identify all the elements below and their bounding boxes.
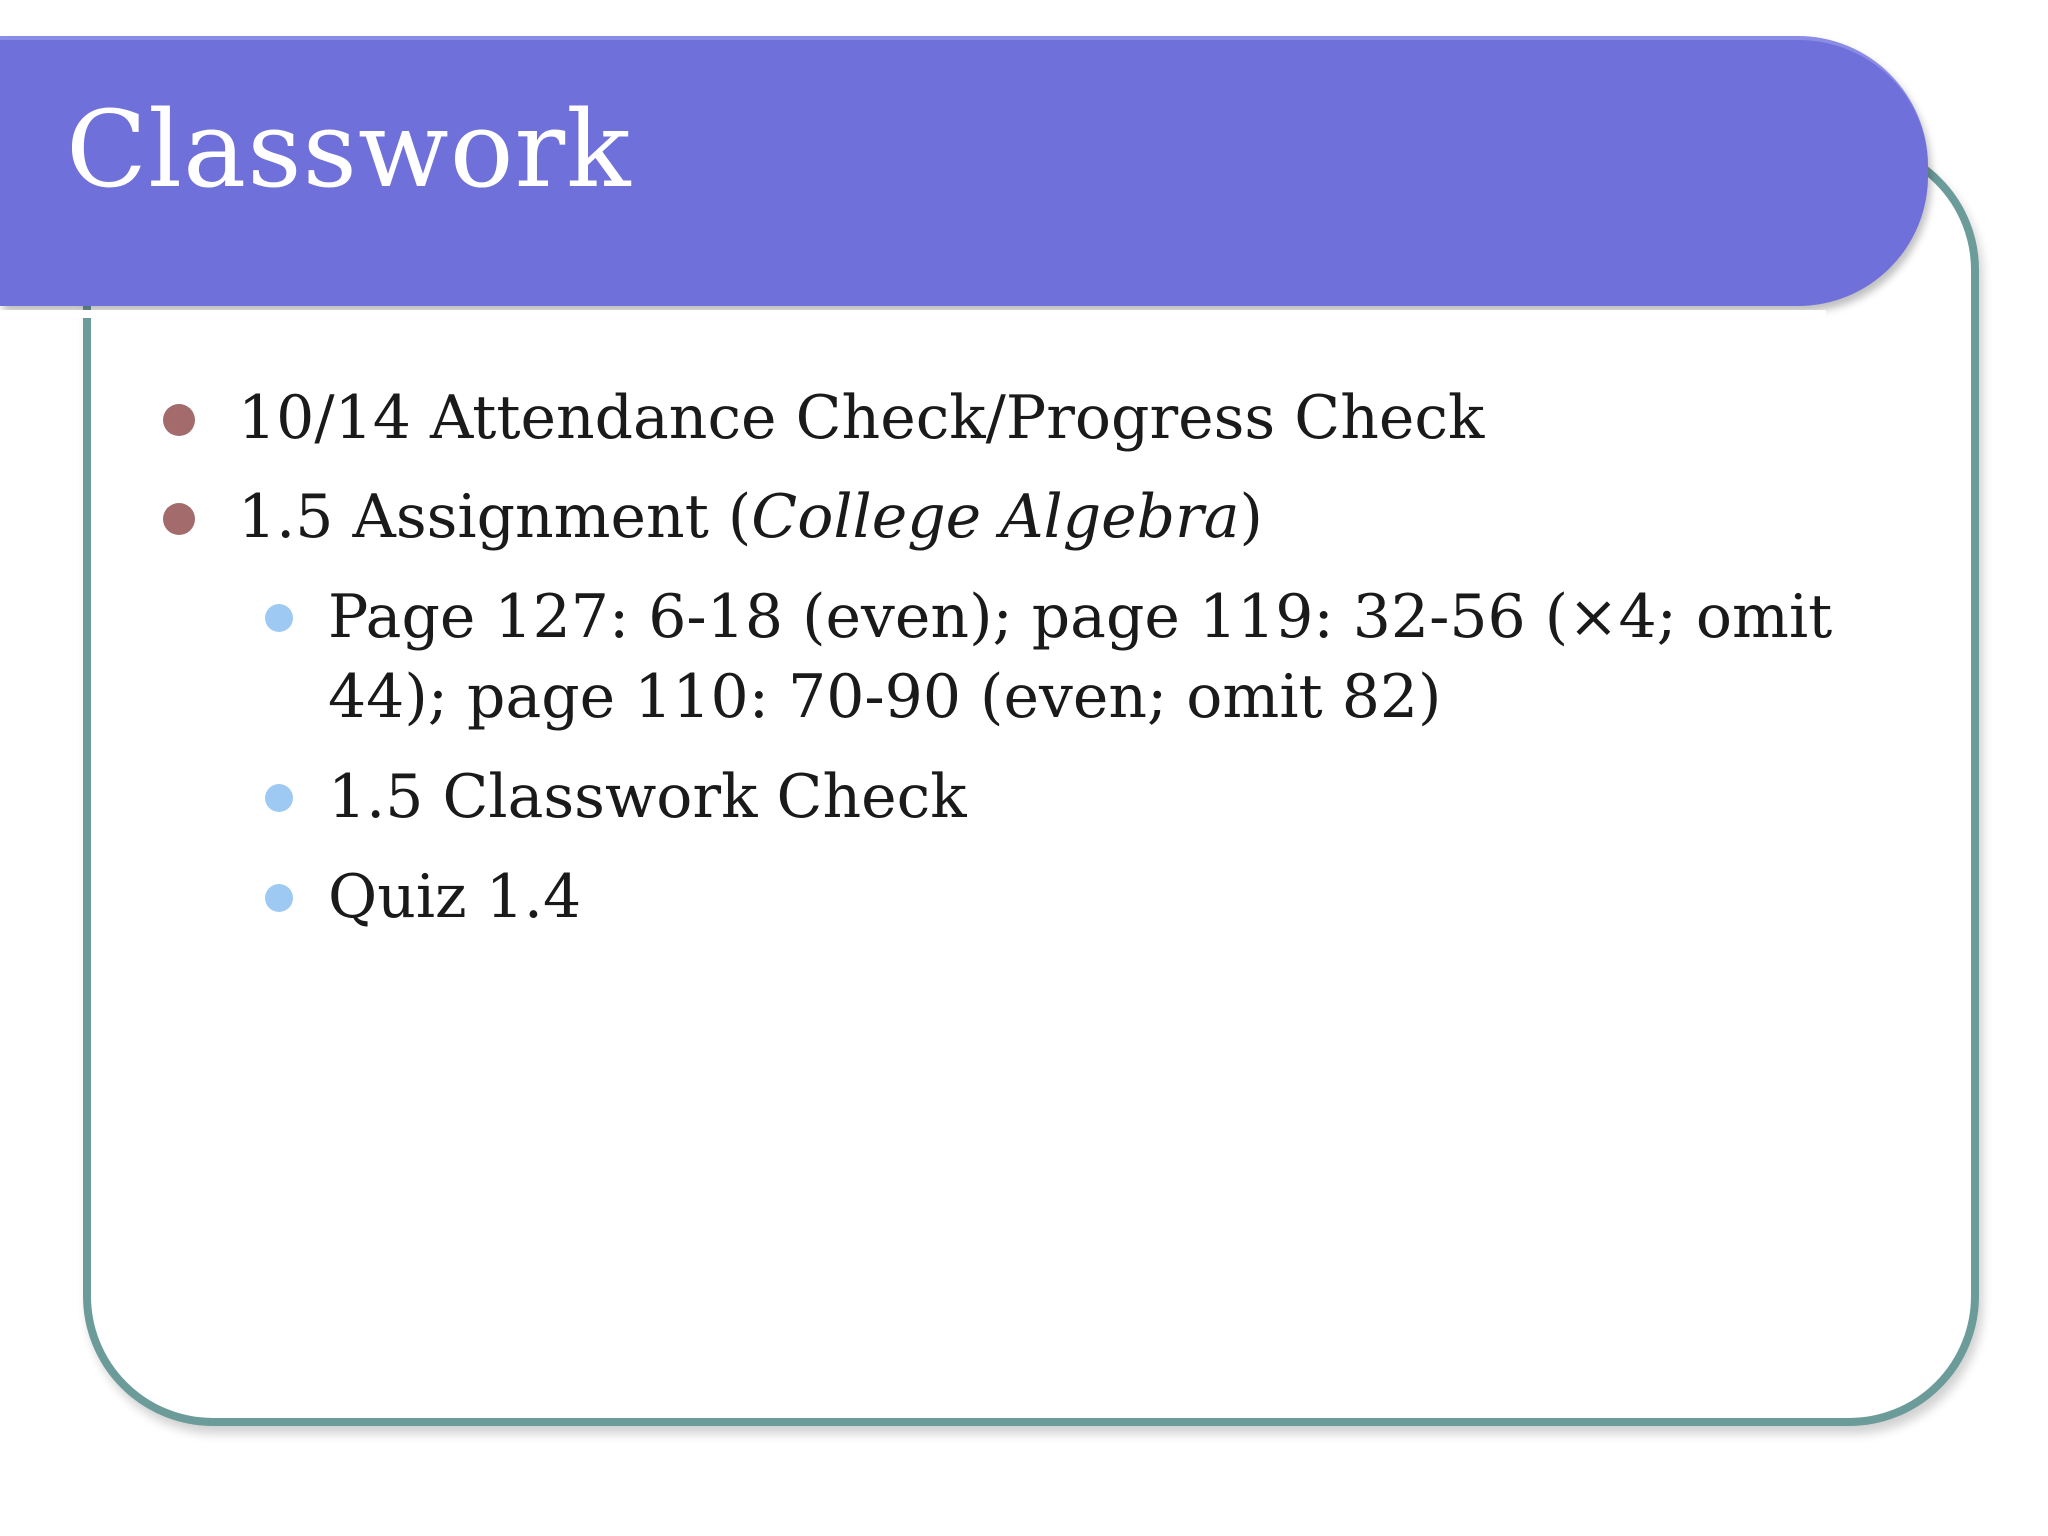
- bullet-item-attendance: 10/14 Attendance Check/Progress Check: [238, 383, 1485, 453]
- sub-bullet-item-pages-line2: 44); page 110: 70-90 (even; omit 82): [328, 662, 1442, 732]
- sub-bullet-item-quiz: Quiz 1.4: [328, 862, 582, 932]
- sub-bullet-item-classwork-check: 1.5 Classwork Check: [328, 762, 967, 832]
- slide-title: Classwork: [66, 88, 632, 211]
- assignment-closing: ): [1239, 482, 1263, 552]
- assignment-book-title: College Algebra: [751, 482, 1240, 552]
- content-frame: [83, 140, 1979, 1426]
- assignment-label: 1.5 Assignment (: [238, 482, 752, 552]
- title-underline-rule: [0, 310, 1826, 318]
- sub-bullet-item-pages-line1: Page 127: 6-18 (even); page 119: 32-56 (×4; omit: [328, 582, 1833, 652]
